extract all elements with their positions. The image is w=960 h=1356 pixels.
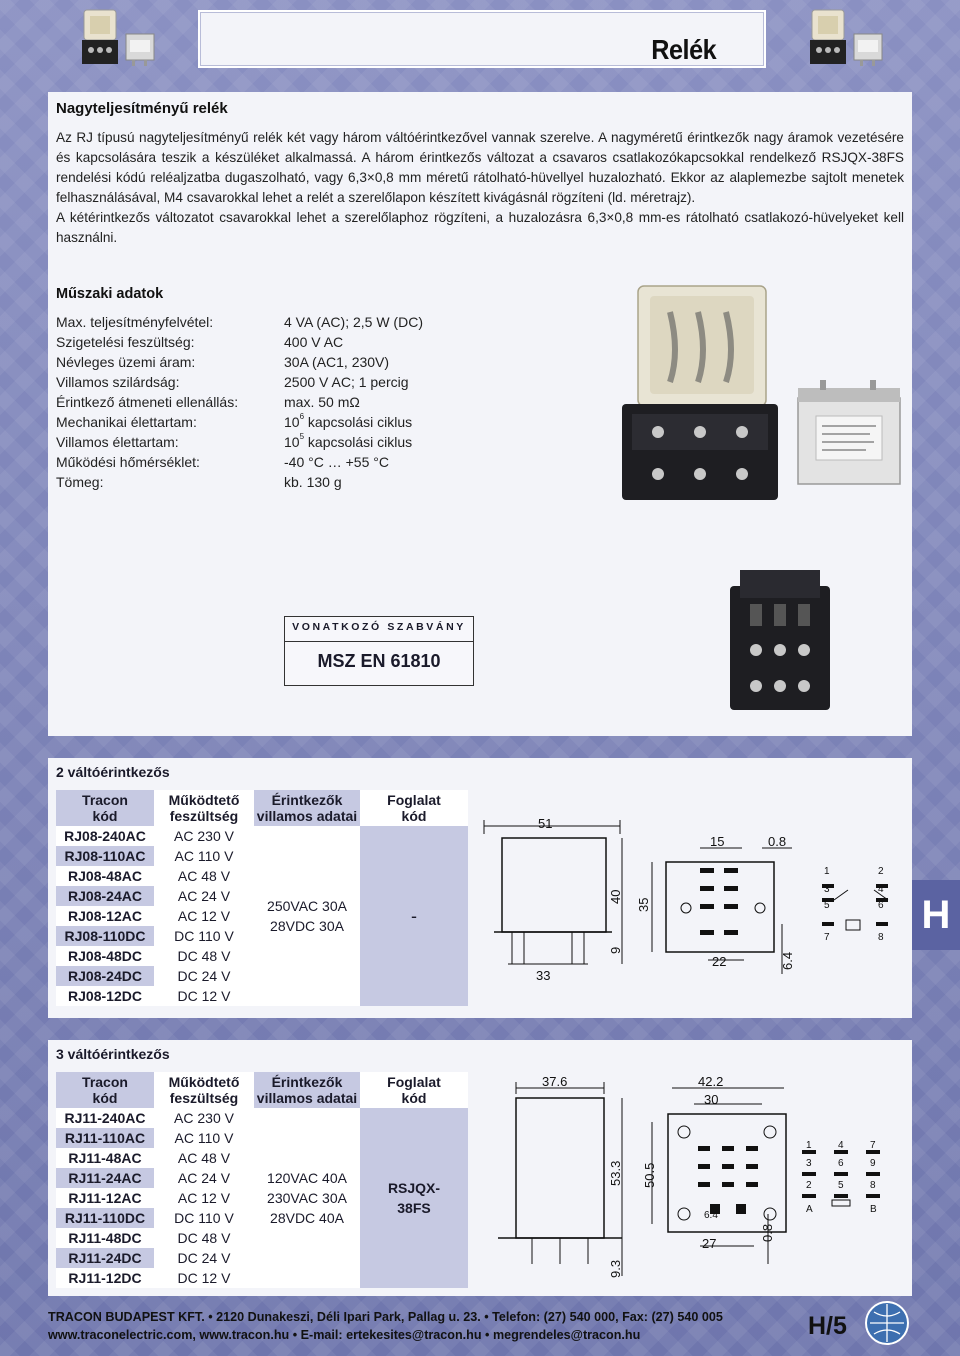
relay-photo-2-contact	[790, 380, 908, 492]
table-row: RJ11-24DC DC 24 V	[56, 1248, 468, 1268]
contacts-cell: 250VAC 30A 28VDC 30A	[254, 826, 360, 1006]
pin-label: B	[870, 1204, 877, 1215]
table-row: RJ08-12DC DC 12 V	[56, 986, 468, 1006]
spec-row	[56, 392, 423, 412]
table-row: RJ08-48AC AC 48 V	[56, 866, 468, 886]
standard-box	[284, 616, 474, 686]
relay-thumbnail-2	[124, 28, 156, 68]
pin-label: 5	[824, 900, 830, 911]
header-socket: Foglalat kód	[360, 1072, 468, 1108]
spec-value: $10^5$ kapcsolási ciklus	[284, 432, 413, 450]
table-row: RJ08-48DC DC 48 V	[56, 946, 468, 966]
spec-value: $10^6$ kapcsolási ciklus	[284, 412, 413, 430]
spec-label: Villamos szilárdság:	[56, 374, 180, 390]
relay-thumbnail-3	[806, 8, 850, 68]
pin-label: 4	[878, 884, 884, 895]
dim-label: 40	[608, 889, 623, 904]
dim-label: 53.3	[608, 1160, 623, 1186]
spec-label: Működési hőmérséklet:	[56, 454, 200, 470]
tracon-logo	[864, 1300, 910, 1346]
spec-value: 2500 V AC; 1 percig	[284, 374, 409, 390]
spec-label: Szigetelési feszültség:	[56, 334, 195, 350]
dim-label: 0.8	[760, 1223, 775, 1242]
spec-row	[56, 472, 423, 492]
spec-value: kb. 130 g	[284, 474, 342, 490]
header-socket: Foglalat kód	[360, 790, 468, 826]
dim-label: 51	[538, 816, 553, 831]
footer-address: TRACON BUDAPEST KFT. • 2120 Dunakeszi, Déli Ipari Park, Pallag u. 23. • Telefon: (27) 540 000, Fax: (27) 540 005	[48, 1310, 723, 1324]
pin-label: 6	[838, 1158, 844, 1169]
intro-text	[56, 128, 904, 248]
spec-value: 4 VA (AC); 2,5 W (DC)	[284, 314, 423, 330]
dimension-drawing-3-contact	[472, 1064, 908, 1286]
dim-label: 9	[608, 946, 623, 954]
table-row: RJ11-24AC AC 24 V	[56, 1168, 468, 1188]
title-bar	[198, 10, 766, 68]
relay-photo-3-contact	[610, 282, 790, 504]
spec-label: Max. teljesítményfelvétel:	[56, 314, 214, 330]
table-row: RJ08-110DC DC 110 V	[56, 926, 468, 946]
spec-label: Villamos élettartam:	[56, 434, 179, 450]
header-code: Tracon kód	[56, 790, 154, 826]
spec-row	[56, 452, 423, 472]
table-header	[56, 1072, 468, 1108]
spec-row	[56, 332, 423, 352]
pin-label: 6	[878, 900, 884, 911]
dim-label: 37.6	[542, 1074, 568, 1089]
standard-value: MSZ EN 61810	[317, 651, 441, 671]
specs-list	[56, 312, 423, 492]
pin-label: 1	[824, 866, 830, 877]
page-title: Relék	[651, 34, 716, 65]
dim-label: 33	[536, 968, 551, 983]
dim-label: 22	[712, 954, 727, 969]
header-code: Tracon kód	[56, 1072, 154, 1108]
table-row: RJ11-110DC DC 110 V	[56, 1208, 468, 1228]
pin-label: 4	[838, 1140, 844, 1151]
header-contacts: Érintkezők villamos adatai	[254, 790, 360, 826]
pin-label: 1	[806, 1140, 812, 1151]
socket-photo	[720, 566, 840, 716]
dim-label: 50.5	[642, 1162, 657, 1188]
dim-label: 0.8	[768, 834, 787, 849]
table-row: RJ11-240AC AC 230 V	[56, 1108, 468, 1128]
relay-thumbnail-4	[852, 28, 884, 68]
pin-label: 9	[870, 1158, 876, 1169]
table-header	[56, 790, 468, 826]
spec-row	[56, 312, 423, 332]
table-row: RJ08-24AC AC 24 V	[56, 886, 468, 906]
standard-label: VONATKOZÓ SZABVÁNY	[292, 621, 466, 633]
pin-label: 8	[878, 932, 884, 943]
page-number: H/5	[808, 1312, 847, 1340]
spec-row	[56, 372, 423, 392]
intro-paragraph: A kétérintkezős változatot csavarokkal lehet a szerelőlaphoz rögzíteni, a huzalozásra 6,3×0,8 mm-es rátolható csatlakozó-hüvelyeket kell használni.	[56, 210, 904, 245]
table-row: RJ11-48DC DC 48 V	[56, 1228, 468, 1248]
relay-thumbnail-1	[78, 8, 122, 68]
table-row: RJ11-48AC AC 48 V	[56, 1148, 468, 1168]
intro-heading: Nagyteljesítményű relék	[56, 100, 228, 117]
dim-label: 6.4	[704, 1210, 718, 1221]
pin-label: 7	[870, 1140, 876, 1151]
spec-label: Mechanikai élettartam:	[56, 414, 197, 430]
pin-label: 2	[878, 866, 884, 877]
header-contacts: Érintkezők villamos adatai	[254, 1072, 360, 1108]
dimension-drawing-2-contact	[472, 804, 908, 1012]
spec-value: max. 50 mΩ	[284, 394, 360, 410]
section-tab: H	[912, 880, 960, 950]
dim-label: 35	[636, 897, 651, 912]
table-title: 2 váltóérintkezős	[56, 764, 170, 780]
socket-cell: -	[360, 826, 468, 1006]
spec-label: Érintkező átmeneti ellenállás:	[56, 394, 239, 410]
intro-paragraph: Az RJ típusú nagyteljesítményű relék két vagy három váltóérintkezővel vannak szerelve. A nagyméretű érintkezők nagy áramok vezetésére és kapcsolására teszik a készüléket alkalmassá. A három érintkezős változat a csavaros csatlakozókapcsokkal rendelkező RSJQX-38FS rendelési kódú reléaljzatba dugaszolható, vagy 6,3×0,8 mm méretű rátolható-hüvellyel huzalozható. Ekkor az alaplemezbe sajtolt menetek felhasználásával, M4 csavarokkal lehet a relét a szerelőlapon készített kivágásnál rögzíteni (ld. méretrajz).	[56, 130, 904, 205]
spec-row	[56, 432, 423, 452]
pin-label: 7	[824, 932, 830, 943]
dim-label: 30	[704, 1092, 719, 1107]
table-row: RJ11-12AC AC 12 V	[56, 1188, 468, 1208]
spec-row	[56, 412, 423, 432]
dim-label: 9.3	[608, 1259, 623, 1278]
contacts-cell: 120VAC 40A 230VAC 30A 28VDC 40A	[254, 1108, 360, 1288]
footer-contacts: www.traconelectric.com, www.tracon.hu • E-mail: ertekesites@tracon.hu • megrendeles@tracon.hu	[48, 1328, 641, 1342]
dim-label: 15	[710, 834, 725, 849]
table-row: RJ11-12DC DC 12 V	[56, 1268, 468, 1288]
spec-value: 30A (AC1, 230V)	[284, 354, 390, 370]
header-voltage: Működtető feszültség	[154, 1072, 254, 1108]
pin-label: 5	[838, 1180, 844, 1191]
table-row: RJ08-240AC AC 230 V	[56, 826, 468, 846]
header-voltage: Működtető feszültség	[154, 790, 254, 826]
pin-label: 3	[824, 884, 830, 895]
dim-label: 42.2	[698, 1074, 724, 1089]
table-row: RJ08-110AC AC 110 V	[56, 846, 468, 866]
specs-heading: Műszaki adatok	[56, 286, 164, 302]
table-row: RJ08-24DC DC 24 V	[56, 966, 468, 986]
dim-label: 27	[702, 1236, 717, 1251]
pin-label: 3	[806, 1158, 812, 1169]
pin-label: A	[806, 1204, 813, 1215]
pin-label: 8	[870, 1180, 876, 1191]
spec-label: Tömeg:	[56, 474, 104, 490]
table-title: 3 váltóérintkezős	[56, 1046, 170, 1062]
dim-label: 6.4	[780, 951, 795, 970]
spec-label: Névleges üzemi áram:	[56, 354, 196, 370]
table-row: RJ11-110AC AC 110 V	[56, 1128, 468, 1148]
table-row: RJ08-12AC AC 12 V	[56, 906, 468, 926]
socket-cell: RSJQX- 38FS	[360, 1108, 468, 1288]
standard-divider	[285, 641, 473, 642]
pin-label: 2	[806, 1180, 812, 1191]
spec-value: 400 V AC	[284, 334, 344, 350]
spec-row	[56, 352, 423, 372]
spec-value: -40 °C … +55 °C	[284, 454, 389, 470]
